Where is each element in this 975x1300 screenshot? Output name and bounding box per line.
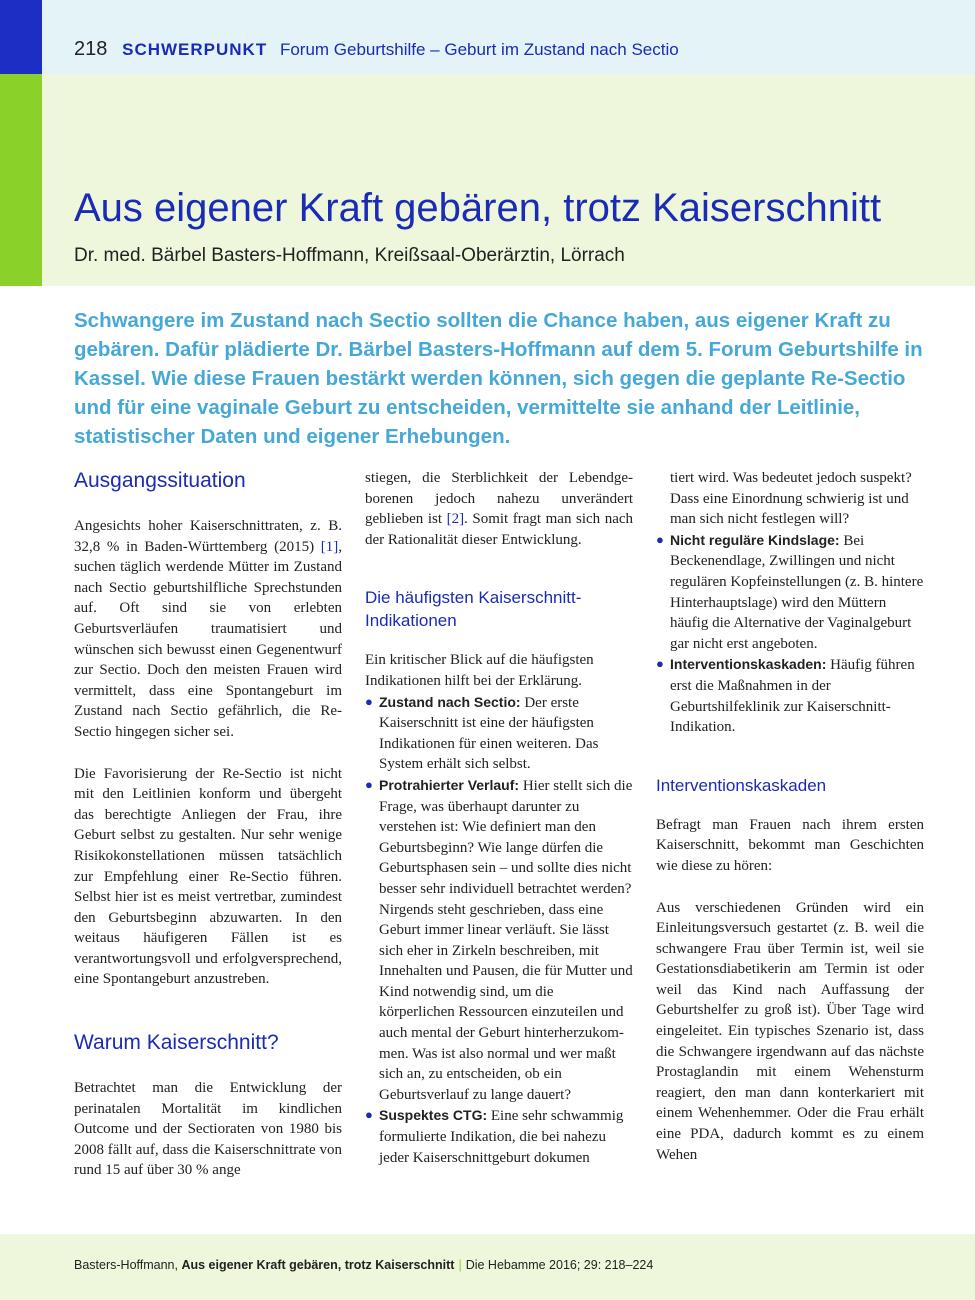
paragraph: Betrachtet man die Entwicklung der perinatalen Mortalität im kindlichen Outcome und der Sectioraten von 1980 bis 2008 fällt auf, dass die Kaiserschnittrate von rund 15 auf über 30 % ange [74, 1080, 342, 1179]
bullet-icon: ● [656, 656, 664, 672]
text: stiegen, die Sterblichkeit der Lebendgeborenen jedoch nahezu unverändert geblieben ist [365, 470, 633, 528]
footer-citation [74, 1258, 653, 1272]
indication-list [365, 692, 633, 1169]
paragraph: Befragt man Frauen nach ihrem ersten Kaiserschnitt, bekommt man Geschichten wie diese zu hören: [656, 816, 924, 874]
text: , suchen täglich werdende Mütter im Zustand nach Sectio geburtshilfliche Sprechstunden auf. Oft sind sie von erlebten Geburtsverläufen traumatisiert und wünschen sich bewusst einen Gegenentwurf zur Sectio. Doch den meisten Frauen wird vermittelt, dass eine Spontangeburt im Zustand nach Sectio gefährlich, die Re-Sectio hingegen sicher sei. [74, 538, 342, 740]
paragraph [365, 468, 633, 550]
indication-list-continued [656, 530, 924, 738]
bullet-icon: ● [365, 1107, 373, 1123]
item-label: Suspektes CTG: [379, 1107, 488, 1124]
text: Angesichts hoher Kaiserschnittraten, z. B. 32,8 % in Baden-Württemberg (2015) [74, 518, 342, 555]
bullet-icon: ● [656, 531, 664, 547]
footer-author: Basters-Hoffmann, [74, 1258, 182, 1272]
section-topic: Forum Geburtshilfe – Geburt im Zustand nach Sectio [279, 40, 679, 59]
column-2 [365, 468, 633, 1168]
lead-paragraph: Schwangere im Zustand nach Sectio sollten die Chance haben, aus eigener Kraft zu gebären. Dafür plädierte Dr. Bärbel Basters-Hoffmann auf dem 5. Forum Geburtshilfe in Kassel. Wie diese Frauen bestärkt werden können, sich gegen die geplante Re-Sectio und für eine vaginale Geburt zu entscheiden, vermittelte sie anhand der Leitlinie, statistischer Daten und eigener Erhebungen. [74, 309, 923, 448]
heading-warum-kaiserschnitt: Warum Kaiserschnitt? [74, 1031, 279, 1055]
item-label: Zustand nach Sectio: [379, 693, 521, 710]
item-label: Nicht reguläre Kindslage: [670, 531, 840, 548]
page-number: 218 [74, 38, 108, 60]
article-title: Aus eigener Kraft gebären, trotz Kaiserschnitt [74, 186, 882, 230]
heading-interventionskaskaden: Interventionskaskaden [656, 775, 827, 795]
bullet-icon: ● [365, 693, 373, 709]
item-text: Eine sehr schwammig formulierte Indikation, die bei nahezu jeder Kaiserschnittgeburt dokumen [379, 1108, 624, 1166]
text: . Somit fragt man sich nach der Rationalität dieser Entwicklung. [365, 511, 634, 548]
paragraph: Aus verschiedenen Gründen wird ein Einleitungsversuch gestartet (z. B. weil die schwangere Frau über Termin ist, weil sie Gestationsdiabetikerin am Termin ist oder weil das Kind nach Auffassung der Geburtshelfer zu groß ist). Über Tage wird eingeleitet. Ein typisches Szenario ist, dass die Schwangere irgendwann auf das nächste Prostaglandin mit einem Wehensturm reagiert, den man dann konterkariert mit einem Wehenhemmer. Oder die Frau erhält eine PDA, dadurch kommt es zu einem Wehen [656, 899, 924, 1163]
list-item [365, 775, 633, 1106]
running-header [74, 38, 679, 61]
footer-separator: | [458, 1258, 462, 1272]
section-label: SCHWERPUNKT [122, 40, 268, 59]
list-item [365, 1105, 633, 1168]
title-color-tab [0, 74, 42, 286]
paragraph: Ein kritischer Blick auf die häufigsten Indikationen hilft bei der Erklärung. [365, 652, 594, 689]
reference-link[interactable]: [1] [320, 538, 339, 555]
paragraph: tiert wird. Was bedeutet jedoch suspekt? Dass eine Einordnung schwierig ist und man sich nicht festlegen will? [670, 470, 912, 528]
author-line: Dr. med. Bärbel Basters-Hoffmann, Kreißsaal-Oberärztin, Lörrach [74, 245, 625, 266]
reference-link[interactable]: [2] [446, 511, 465, 528]
list-item [365, 692, 633, 775]
paragraph: Die Favorisierung der Re-Sectio ist nicht mit den Leitlinien konform und übergeht das berechtigte Anliegen der Frau, ihre Geburt selbst zu gestalten. Nur sehr wenige Risikokonstellationen müssen tatsächlich zur Empfehlung einer Re-Sectio führen. Selbst hier ist es meist vertretbar, zumindest den Geburtsbeginn abzuwarten. In den weitaus häufigeren Fällen ist es verantwortungsvoll und erfolgversprechend, eine Spontangeburt anzustreben. [74, 765, 342, 988]
item-text: Der erste Kaiserschnitt ist eine der häufigsten Indikationen für einen weiteren. Das System erhält sich selbst. [379, 694, 599, 773]
item-text: Bei Beckenendlage, Zwillingen und nicht regulären Kopfeinstellungen (z. B. hintere Hinterhauptslage) wird den Müttern häufig die Alternative der Vaginalgeburt gar nicht erst angeboten. [670, 532, 924, 652]
item-label: Interventionskaskaden: [670, 656, 827, 673]
item-text: Hier stellt sich die Frage, was überhaupt darunter zu verstehen ist: Wie definiert man den Geburtsbeginn? Wie lange dürfen die Geburtsphasen sein – und sollte dies nicht besser sehr individuell betrachtet werden? Nirgends steht geschrieben, dass eine Geburt immer linear verläuft. Sie lässt sich eher in Zirkeln beschreiben, mit Innehalten und Pausen, die für Mutter und Kind notwendig sind, um die körperlichen Ressourcen einzuteilen und auch mental der Geburt hinterherzukommen. Was ist also normal und wer maßt sich an, zu entscheiden, ob ein Geburtsverlauf zu lange dauert? [379, 777, 633, 1103]
footer-journal: Die Hebamme 2016; 29: 218–224 [465, 1258, 654, 1272]
bullet-icon: ● [365, 776, 373, 792]
column-1 [74, 468, 342, 1181]
list-item [656, 530, 924, 655]
footer-title: Aus eigener Kraft gebären, trotz Kaiserschnitt [181, 1258, 455, 1272]
list-item [656, 654, 924, 737]
item-label: Protrahierter Verlauf: [379, 776, 520, 793]
heading-ausgangssituation: Ausgangssituation [74, 469, 246, 492]
item-text: Häufig führen erst die Maßnahmen in der Geburtshilfeklinik zur Kaiserschnitt-Indikation. [670, 657, 915, 736]
paragraph [74, 516, 342, 743]
header-color-tab [0, 0, 42, 74]
header-band [0, 0, 975, 74]
column-3 [656, 468, 924, 1165]
heading-indikationen: Die häufigsten Kaiserschnitt-Indikationen [365, 588, 582, 631]
